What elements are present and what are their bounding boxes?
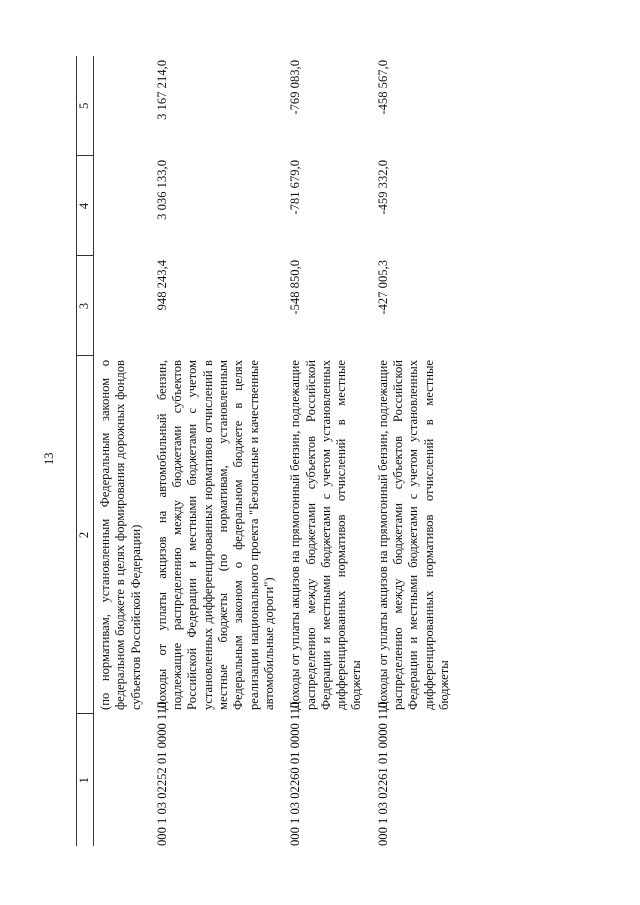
row-value-col3: -548 850,0	[288, 260, 303, 315]
table-header-row	[77, 56, 94, 846]
header-col-4: 4	[77, 156, 94, 256]
table-row	[94, 56, 152, 846]
row-description: Доходы от уплаты акцизов на автомобильный бензин, подлежащие распределению между бюджетами субъектов Российской Федерации и местными бюджетами с учетом установленных дифференцированных нормативов отчислений в местные бюджеты (по нормативам, установленным Федеральным законом о федеральном бюджете в целях реализации национального проекта "Безопасные и качественные автомобильные дороги")	[154, 360, 276, 710]
row-code: 000 1 03 02260 01 0000 110	[288, 701, 303, 846]
row-value-col5: -769 083,0	[288, 60, 303, 115]
header-col-3: 3	[77, 256, 94, 356]
table-row	[373, 56, 460, 846]
row-value-col3: 948 243,4	[154, 260, 169, 311]
row-code	[94, 714, 152, 846]
page-number: 13	[42, 452, 56, 465]
row-description: (по нормативам, установленным Федеральным законом о федеральном бюджете в целях формирования дорожных фондов субъектов Российской Федерации)	[98, 360, 143, 710]
row-value-col3: -427 005,3	[375, 260, 390, 315]
budget-table	[76, 56, 460, 846]
row-value-col3	[94, 256, 152, 356]
row-value-col5: 3 167 214,0	[154, 60, 169, 120]
row-value-col4: -459 332,0	[375, 160, 390, 215]
table-row	[285, 56, 372, 846]
row-value-col5: -458 567,0	[375, 60, 390, 115]
header-col-5: 5	[77, 56, 94, 156]
row-value-col4: -781 679,0	[288, 160, 303, 215]
row-description: Доходы от уплаты акцизов на прямогонный бензин, подлежащие распределению между бюджетами субъектов Российской Федерации и местными бюджетами с учетом установленных дифференцированных нормативов отчислений в местные бюджеты	[288, 360, 364, 710]
row-value-col5	[94, 56, 152, 156]
table-row	[152, 56, 285, 846]
header-col-2: 2	[77, 356, 94, 714]
row-value-col4: 3 036 133,0	[154, 160, 169, 220]
row-code: 000 1 03 02252 01 0000 110	[154, 701, 169, 846]
row-code: 000 1 03 02261 01 0000 110	[375, 701, 390, 846]
row-value-col4	[94, 156, 152, 256]
row-description: Доходы от уплаты акцизов на прямогонный бензин, подлежащие распределению между бюджетами субъектов Российской Федерации и местными бюджетами с учетом установленных дифференцированных нормативов отчислений в местные бюджеты	[375, 360, 451, 710]
header-col-1: 1	[77, 714, 94, 846]
